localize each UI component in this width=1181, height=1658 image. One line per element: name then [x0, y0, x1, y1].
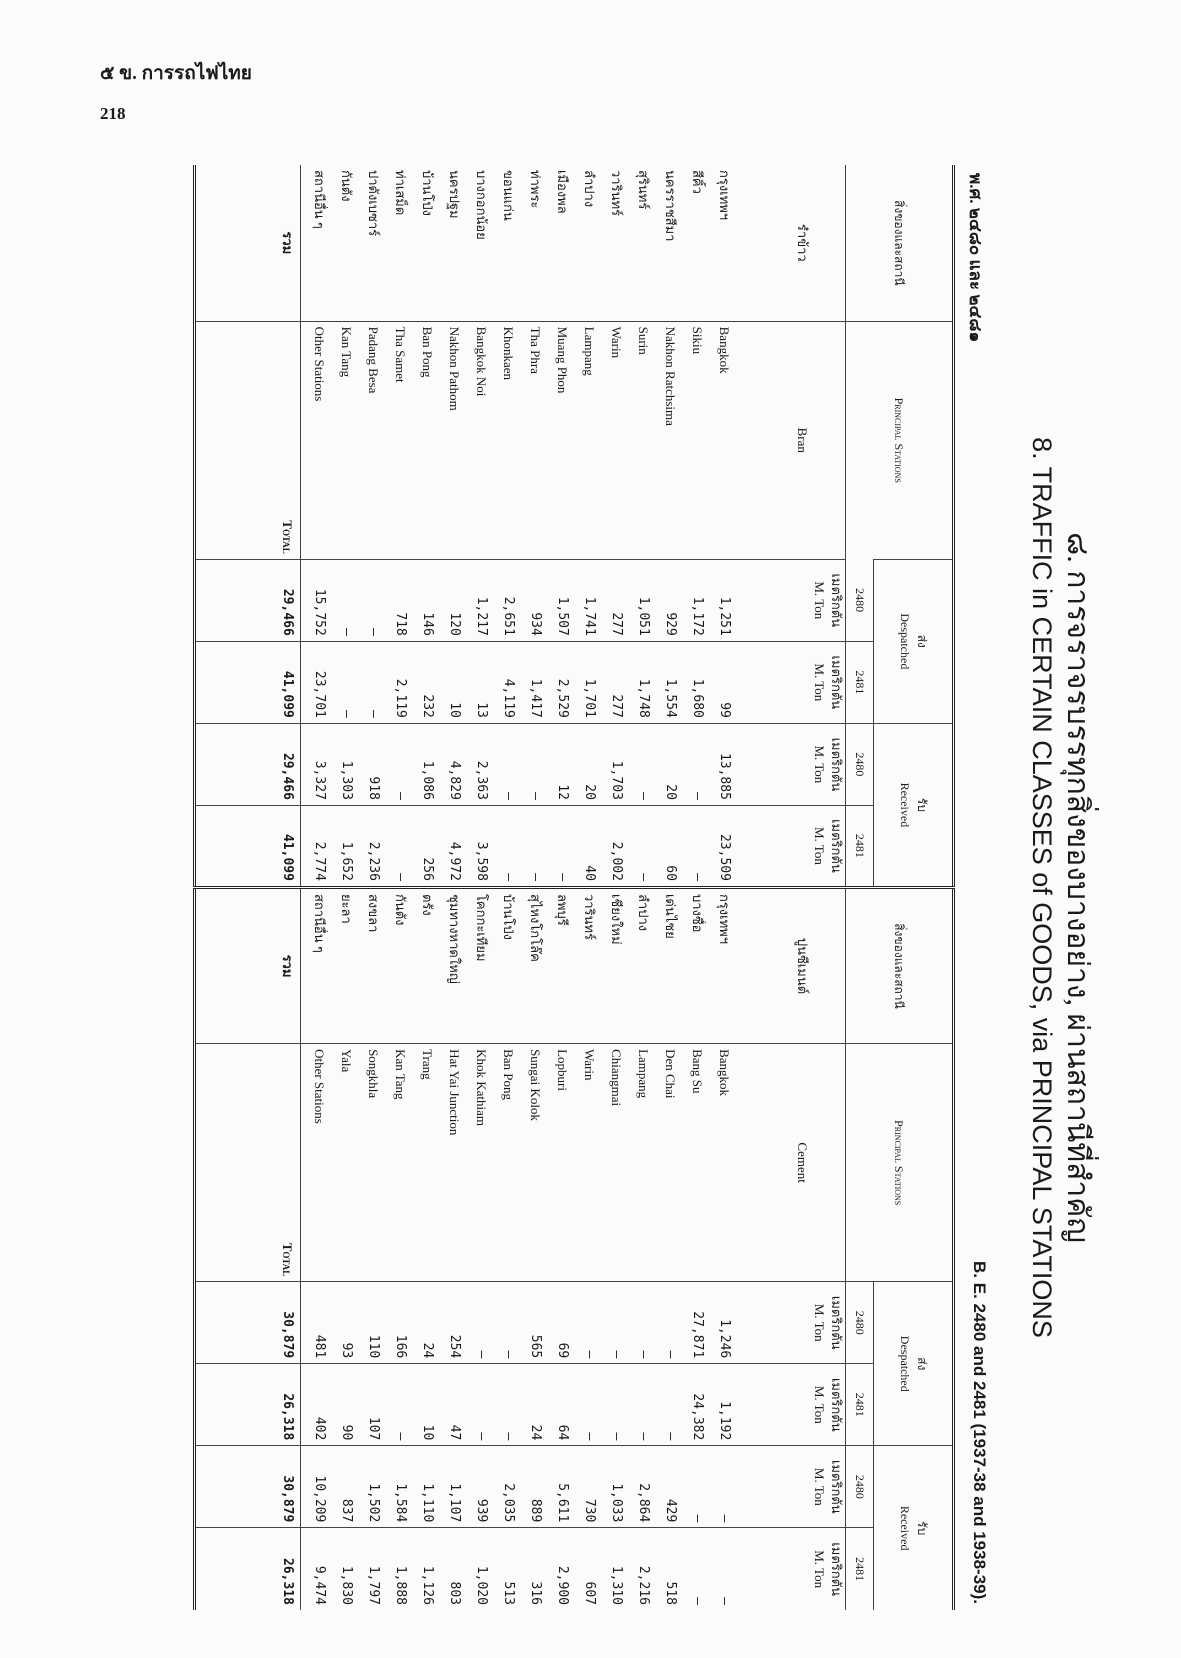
- total-r81: 26,318: [201, 1528, 301, 1610]
- cell-r80: —: [517, 723, 544, 805]
- cell-d80: —: [490, 1282, 517, 1364]
- cell-station-english: Bangkok Noi: [463, 321, 490, 559]
- cell-d80: 110: [355, 1282, 382, 1364]
- header-station-thai: สิ่งของและสถานี: [846, 165, 954, 321]
- cell-d80: 27,871: [679, 1282, 706, 1364]
- cell-d81: 1,701: [571, 641, 598, 723]
- cell-d81: 13: [463, 641, 490, 723]
- cell-r80: 2,035: [490, 1446, 517, 1528]
- cell-r80: 3,327: [301, 723, 328, 805]
- cell-d80: 1,051: [625, 559, 652, 641]
- table-row: [301, 165, 328, 1610]
- table-row: [328, 165, 355, 1610]
- cell-r80: 1,033: [598, 1446, 625, 1528]
- cell-r80: —: [679, 1446, 706, 1528]
- table-row: [625, 165, 652, 1610]
- cell-station-thai: เด่นไชย: [652, 887, 679, 1043]
- cell-station-thai: สุไหงโกโล๊ค: [517, 887, 544, 1043]
- cell-d80: 934: [517, 559, 544, 641]
- cell-r81: 1,797: [355, 1528, 382, 1610]
- cell-d81: 1,192: [706, 1364, 733, 1446]
- total-d81: 41,099: [201, 641, 301, 723]
- cell-station-thai: วารินทร์: [571, 887, 598, 1043]
- cell-d81: 1,748: [625, 641, 652, 723]
- cell-station-thai: โคกกะเทียม: [463, 887, 490, 1043]
- cell-station-thai: บ้านโป่ง: [490, 887, 517, 1043]
- goods-traffic-table: [193, 165, 955, 1610]
- cell-d81: —: [355, 641, 382, 723]
- cell-d80: —: [355, 559, 382, 641]
- total-r80: 29,466: [201, 723, 301, 805]
- cell-station-thai: สถานีอื่น ๆ: [312, 170, 327, 229]
- cell-r80: 429: [652, 1446, 679, 1528]
- cell-r80: 837: [328, 1446, 355, 1528]
- total-d81: 26,318: [201, 1364, 301, 1446]
- total-label-thai: รวม: [201, 887, 301, 1043]
- cell-station-english: Ban Pong: [409, 321, 436, 559]
- unit-label: เมตริกตัน M. Ton: [811, 1528, 846, 1610]
- cell-d81: 10: [436, 641, 463, 723]
- table-row: [463, 165, 490, 1610]
- total-label-thai: รวม: [201, 165, 301, 321]
- cell-r81: —: [625, 805, 652, 887]
- cell-r81: 1,830: [328, 1528, 355, 1610]
- cell-d81: 277: [598, 641, 625, 723]
- cell-d80: —: [328, 559, 355, 641]
- header-year: 2480: [846, 1282, 874, 1364]
- cell-d80: 718: [382, 559, 409, 641]
- cell-r81: 518: [652, 1528, 679, 1610]
- category-name-thai: รำข้าว: [795, 223, 810, 262]
- category-name-english: Cement: [733, 1044, 811, 1282]
- table-filler-row: [195, 165, 202, 1610]
- cell-station-thai: กันตัง: [339, 170, 354, 202]
- cell-d80: 1,507: [544, 559, 571, 641]
- cell-d80: 277: [598, 559, 625, 641]
- unit-label: เมตริกตัน M. Ton: [811, 1282, 846, 1364]
- cell-station-thai: ลำปาง: [582, 170, 597, 208]
- header-station-english-2: Principal Stations: [846, 1044, 954, 1282]
- cell-r81: —: [544, 805, 571, 887]
- cell-d80: —: [463, 1282, 490, 1364]
- cell-r80: 939: [463, 1446, 490, 1528]
- table-title-english: 8. TRAFFIC in CERTAIN CLASSES of GOODS, via PRINCIPAL STATIONS: [1027, 437, 1057, 1338]
- cell-station-thai: สถานีอื่น ๆ: [301, 887, 328, 1043]
- cell-r80: 1,110: [409, 1446, 436, 1528]
- cell-r80: 1,584: [382, 1446, 409, 1528]
- category-name-english: Bran: [733, 321, 811, 559]
- cell-r81: 607: [571, 1528, 598, 1610]
- cell-station-english: Chiangmai: [598, 1044, 625, 1282]
- cell-r80: —: [706, 1446, 733, 1528]
- cell-station-thai: บางซื่อ: [679, 887, 706, 1043]
- year-subtitle-english: B. E. 2480 and 2481 (1937-38 and 1938-39).: [970, 1260, 989, 1604]
- cell-station-thai: ท่าเสม็ด: [393, 170, 408, 216]
- cell-r81: 316: [517, 1528, 544, 1610]
- header-year: 2481: [846, 641, 874, 723]
- cell-r80: 2,864: [625, 1446, 652, 1528]
- cell-d80: 24: [409, 1282, 436, 1364]
- cell-r80: —: [625, 723, 652, 805]
- table-row: [652, 165, 679, 1610]
- cell-station-thai: วารินทร์: [609, 170, 624, 217]
- cell-station-english: Nakhon Ratchsima: [652, 321, 679, 559]
- cell-r81: 1,310: [598, 1528, 625, 1610]
- header-year: 2481: [846, 1364, 874, 1446]
- rotated-table-block: [193, 165, 1105, 1610]
- total-d80: 30,879: [201, 1282, 301, 1364]
- cell-r80: 5,611: [544, 1446, 571, 1528]
- cell-r81: 60: [652, 805, 679, 887]
- cell-r80: 2,363: [463, 723, 490, 805]
- cell-d81: 1,554: [652, 641, 679, 723]
- cell-d80: 120: [436, 559, 463, 641]
- cell-d81: —: [382, 1364, 409, 1446]
- header-year: 2480: [846, 559, 874, 641]
- cell-r80: 20: [652, 723, 679, 805]
- cell-d81: —: [328, 641, 355, 723]
- cell-station-thai: ลพบุรี: [544, 887, 571, 1043]
- cell-r81: 23,509: [706, 805, 733, 887]
- cell-station-english: Kan Tang: [328, 321, 355, 559]
- cell-d80: 2,651: [490, 559, 517, 641]
- cell-r80: 4,829: [436, 723, 463, 805]
- cell-r81: —: [679, 805, 706, 887]
- cell-r81: 3,598: [463, 805, 490, 887]
- cell-r80: 1,502: [355, 1446, 382, 1528]
- cell-d80: 146: [409, 559, 436, 641]
- cell-station-english: Bangkok: [706, 321, 733, 559]
- header-year: 2481: [846, 805, 874, 887]
- category-name-thai: ปูนซีเมนต์: [733, 887, 811, 1043]
- table-title-thai: ๘. การจราจรบรรทุกสิ่งของบางอย่าง, ผ่านสถานีที่สำคัญ: [1061, 532, 1094, 1243]
- year-subtitle-thai: พ.ศ. ๒๔๘๐ และ ๒๔๘๑: [966, 173, 985, 343]
- cell-station-thai: กันตัง: [382, 887, 409, 1043]
- cell-station-thai: กรุงเทพฯ: [717, 170, 732, 221]
- cell-station-english: Yala: [328, 1044, 355, 1282]
- total-r80: 30,879: [201, 1446, 301, 1528]
- cell-d81: 24,382: [679, 1364, 706, 1446]
- cell-station-english: Nakhon Pathom: [436, 321, 463, 559]
- cell-r81: 2,774: [301, 805, 328, 887]
- cell-d80: 93: [328, 1282, 355, 1364]
- total-r81: 41,099: [201, 805, 301, 887]
- cell-station-thai: ตรัง: [409, 887, 436, 1043]
- cell-d81: —: [598, 1364, 625, 1446]
- cell-r81: 513: [490, 1528, 517, 1610]
- header-year: 2481: [846, 1528, 874, 1610]
- cell-d81: 64: [544, 1364, 571, 1446]
- cell-station-thai: ชุมทางหาดใหญ่: [436, 887, 463, 1043]
- header-year: 2480: [846, 723, 874, 805]
- cell-r81: —: [517, 805, 544, 887]
- table-row: [679, 165, 706, 1610]
- cell-r80: 918: [355, 723, 382, 805]
- cell-r81: 2,216: [625, 1528, 652, 1610]
- cell-d81: 10: [409, 1364, 436, 1446]
- table-row: [436, 165, 463, 1610]
- cell-station-english: Warin: [571, 1044, 598, 1282]
- cell-d80: 929: [652, 559, 679, 641]
- cell-r81: 1,020: [463, 1528, 490, 1610]
- cell-station-english: Other Stations: [301, 1044, 328, 1282]
- cell-station-english: Lampang: [625, 1044, 652, 1282]
- cell-r81: —: [490, 805, 517, 887]
- cell-station-english: Sikiu: [679, 321, 706, 559]
- cell-d81: 90: [328, 1364, 355, 1446]
- cell-d80: 166: [382, 1282, 409, 1364]
- cell-station-english: Den Chai: [652, 1044, 679, 1282]
- total-row: [201, 165, 301, 1610]
- cell-r80: 20: [571, 723, 598, 805]
- cell-r81: —: [382, 805, 409, 887]
- cell-r80: 1,703: [598, 723, 625, 805]
- cell-r80: 1,303: [328, 723, 355, 805]
- cell-d81: 402: [301, 1364, 328, 1446]
- cell-station-english: Khonkaen: [490, 321, 517, 559]
- header-year: 2480: [846, 1446, 874, 1528]
- cell-station-english: Tha Samet: [382, 321, 409, 559]
- table-row: [355, 165, 382, 1610]
- cell-d80: —: [571, 1282, 598, 1364]
- cell-d81: 1,417: [517, 641, 544, 723]
- total-label-english: Total: [201, 321, 301, 559]
- table-row: [490, 165, 517, 1610]
- cell-d81: 107: [355, 1364, 382, 1446]
- unit-label: เมตริกตัน M. Ton: [811, 641, 846, 723]
- header-station-thai-2: สิ่งของและสถานี: [846, 887, 954, 1043]
- cell-station-thai: บางกอกน้อย: [474, 170, 489, 240]
- cell-d81: 2,529: [544, 641, 571, 723]
- cell-r81: 1,652: [328, 805, 355, 887]
- cell-d80: 15,752: [301, 559, 328, 641]
- cell-d80: —: [625, 1282, 652, 1364]
- cell-d81: 99: [706, 641, 733, 723]
- cell-d81: —: [463, 1364, 490, 1446]
- cell-d80: 1,251: [706, 559, 733, 641]
- cell-d81: —: [571, 1364, 598, 1446]
- cell-d80: 1,741: [571, 559, 598, 641]
- cell-station-english: Muang Phon: [544, 321, 571, 559]
- cell-r80: —: [382, 723, 409, 805]
- cell-d81: 24: [517, 1364, 544, 1446]
- unit-label: เมตริกตัน M. Ton: [811, 559, 846, 641]
- table-row: [517, 165, 544, 1610]
- cell-r80: —: [490, 723, 517, 805]
- header-despatched: ส่ง Despatched: [874, 559, 954, 723]
- table-heading: [955, 165, 1105, 1610]
- cell-station-thai: ยะลา: [328, 887, 355, 1043]
- table-row: [409, 165, 436, 1610]
- cell-station-thai: สุรินทร์: [636, 170, 651, 210]
- running-header: ๕ ข. การรถไฟไทย: [100, 63, 252, 84]
- cell-r80: 1,107: [436, 1446, 463, 1528]
- cell-station-thai: ขอนแก่น: [501, 170, 516, 221]
- cell-d81: 23,701: [301, 641, 328, 723]
- cell-station-english: Hat Yai Junction: [436, 1044, 463, 1282]
- page-number: 218: [100, 104, 126, 123]
- cell-d81: 1,680: [679, 641, 706, 723]
- table-row: [598, 165, 625, 1610]
- table-body: [195, 165, 846, 1610]
- cell-station-english: Tha Phra: [517, 321, 544, 559]
- cell-d80: 565: [517, 1282, 544, 1364]
- cell-station-english: Padang Besa: [355, 321, 382, 559]
- cell-station-english: Lampang: [571, 321, 598, 559]
- table-row: [544, 165, 571, 1610]
- unit-label: เมตริกตัน M. Ton: [811, 723, 846, 805]
- cell-r81: 256: [409, 805, 436, 887]
- cell-d81: —: [490, 1364, 517, 1446]
- cell-station-english: Surin: [625, 321, 652, 559]
- total-d80: 29,466: [201, 559, 301, 641]
- cell-station-thai: สีคิ้ว: [690, 170, 705, 194]
- table-row: [382, 165, 409, 1610]
- header-station-english: Principal Stations: [846, 321, 954, 559]
- cell-d81: 4,119: [490, 641, 517, 723]
- unit-label: เมตริกตัน M. Ton: [811, 1446, 846, 1528]
- cell-station-english: Bangkok: [706, 1044, 733, 1282]
- cell-r80: 12: [544, 723, 571, 805]
- cell-station-english: Bang Su: [679, 1044, 706, 1282]
- cell-station-thai: นครราชสีมา: [663, 170, 678, 242]
- cell-station-english: Khok Kathiam: [463, 1044, 490, 1282]
- cell-station-thai: ลำปาง: [625, 887, 652, 1043]
- cell-d81: 232: [409, 641, 436, 723]
- cell-d81: 2,119: [382, 641, 409, 723]
- cell-r80: 13,885: [706, 723, 733, 805]
- header-received: รับ Received: [874, 723, 954, 887]
- cell-station-english: Other Stations: [301, 321, 328, 559]
- table-row: [571, 165, 598, 1610]
- cell-station-thai: สงขลา: [355, 887, 382, 1043]
- cell-station-thai: กรุงเทพฯ: [706, 887, 733, 1043]
- cell-d80: 69: [544, 1282, 571, 1364]
- cell-r81: 2,236: [355, 805, 382, 887]
- cell-d80: —: [652, 1282, 679, 1364]
- cell-r80: 10,209: [301, 1446, 328, 1528]
- cell-d80: 1,172: [679, 559, 706, 641]
- cell-d81: 47: [436, 1364, 463, 1446]
- cell-station-english: Sungai Kolok: [517, 1044, 544, 1282]
- cell-station-english: Kan Tang: [382, 1044, 409, 1282]
- cell-station-english: Warin: [598, 321, 625, 559]
- cell-station-thai: ท่าพระ: [528, 170, 543, 209]
- cell-r81: 2,900: [544, 1528, 571, 1610]
- cell-station-thai: เชียงใหม่: [598, 887, 625, 1043]
- cell-station-english: Lopburi: [544, 1044, 571, 1282]
- cell-r80: 730: [571, 1446, 598, 1528]
- cell-d81: —: [625, 1364, 652, 1446]
- table-row: [706, 165, 733, 1610]
- cell-d81: —: [652, 1364, 679, 1446]
- unit-label: เมตริกตัน M. Ton: [811, 1364, 846, 1446]
- cell-r81: 1,888: [382, 1528, 409, 1610]
- header-received-2: รับ Received: [874, 1446, 954, 1610]
- cell-d80: —: [598, 1282, 625, 1364]
- cell-r81: 9,474: [301, 1528, 328, 1610]
- cell-station-english: Ban Pong: [490, 1044, 517, 1282]
- cell-station-thai: ปาดังเบซาร์: [366, 170, 381, 237]
- cell-r81: 803: [436, 1528, 463, 1610]
- cell-station-english: Songkhla: [355, 1044, 382, 1282]
- cell-r80: —: [679, 723, 706, 805]
- cell-r80: 889: [517, 1446, 544, 1528]
- header-despatched-2: ส่ง Despatched: [874, 1282, 954, 1446]
- cell-r81: —: [679, 1528, 706, 1610]
- cell-station-english: Trang: [409, 1044, 436, 1282]
- cell-r81: 2,002: [598, 805, 625, 887]
- cell-d80: 1,246: [706, 1282, 733, 1364]
- cell-r81: 4,972: [436, 805, 463, 887]
- cell-station-thai: นครปฐม: [447, 170, 462, 219]
- unit-label: เมตริกตัน M. Ton: [811, 805, 846, 887]
- total-label-english: Total: [201, 1044, 301, 1282]
- cell-r80: 1,086: [409, 723, 436, 805]
- cell-d80: 481: [301, 1282, 328, 1364]
- cell-r81: 1,126: [409, 1528, 436, 1610]
- cell-d80: 1,217: [463, 559, 490, 641]
- cell-station-thai: บ้านโป่ง: [420, 170, 435, 217]
- cell-r81: —: [706, 1528, 733, 1610]
- cell-d80: 254: [436, 1282, 463, 1364]
- cell-r81: 40: [571, 805, 598, 887]
- cell-station-thai: เมืองพล: [555, 170, 570, 214]
